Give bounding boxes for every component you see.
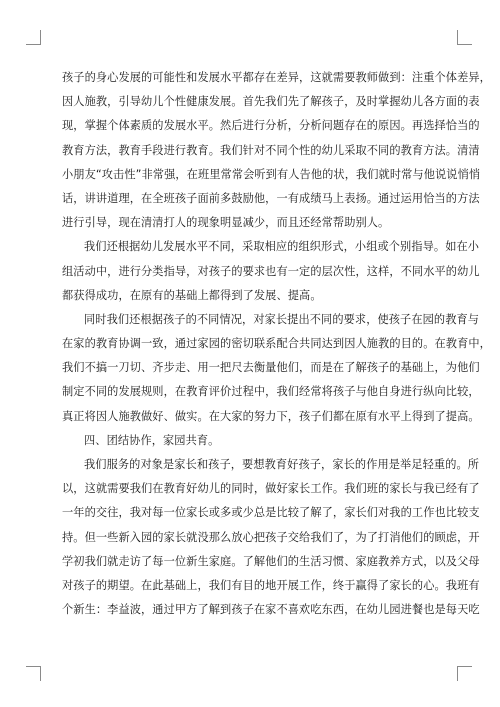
text-line: 小朋友“攻击性”非常强，在班里常常会听到有人告他的状，我们就时常与他说说悄悄 — [62, 167, 481, 181]
text-line: 学初我们就走访了每一位新生家庭。了解他们的生活习惯、家庭教养方式，以及父母 — [62, 554, 480, 568]
text-line: 组活动中，进行分类指导，对孩子的要求也有一定的层次性，这样，不同水平的幼儿 — [62, 264, 480, 278]
crop-mark-bottom-right — [457, 666, 472, 681]
crop-mark-top-right — [457, 30, 472, 45]
paragraph-start-line: 同时我们还根据孩子的不同情况，对家长提出不同的要求，使孩子在园的教育与 — [84, 312, 480, 326]
text-line: 对孩子的期望。在此基础上，我们有目的地开展工作，终于赢得了家长的心。我班有 — [62, 578, 480, 592]
crop-mark-top-left — [26, 30, 41, 45]
body-text — [62, 66, 491, 622]
text-line: 我们不搞一刀切、齐步走、用一把尺去衡量他们，而是在了解孩子的基础上，为他们 — [62, 361, 480, 375]
paragraph-start-line: 我们还根据幼儿发展水平不同，采取相应的组织形式，小组或个别指导。如在小 — [84, 240, 480, 254]
text-line: 以，这就需要我们在教育好幼儿的同时，做好家长工作。我们班的家长与我已经有了 — [62, 482, 480, 496]
text-line: 个新生：李益波，通过甲方了解到孩子在家不喜欢吃东西，在幼儿园进餐也是每天吃 — [62, 603, 480, 617]
text-line: 孩子的身心发展的可能性和发展水平都存在差异，这就需要教师做到：注重个体差异， — [62, 71, 491, 84]
text-line: 真正将因人施教做好、做实。在大家的努力下，孩子们都在原有水平上得到了提高。 — [62, 409, 480, 423]
section-heading: 四、团结协作，家园共育。 — [84, 433, 220, 447]
text-line: 话，讲讲道理，在全班孩子面前多鼓励他，一有成绩马上表扬。通过运用恰当的方法 — [62, 191, 480, 205]
text-line: 在家的教育协调一致，通过家园的密切联系配合共同达到因人施教的目的。在教育中， — [62, 337, 491, 351]
text-line: 都获得成功，在原有的基础上都得到了发展、提高。 — [62, 288, 322, 302]
text-line: 教育方法，教育手段进行教育。我们针对不同个性的幼儿采取不同的教育方法。清清 — [62, 143, 480, 157]
crop-mark-bottom-left — [26, 666, 41, 681]
text-line: 制定不同的发展规则，在教育评价过程中，我们经常将孩子与他自身进行纵向比较， — [62, 385, 480, 399]
text-line: 现，掌握个体素质的发展水平。然后进行分析，分析问题存在的原因。再选择恰当的 — [62, 119, 480, 133]
text-line: 持。但一些新入园的家长就没那么放心把孩子交给我们了，为了打消他们的顾虑，开 — [62, 530, 480, 544]
text-line: 一年的交往，我对每一位家长或多或少总是比较了解了，家长们对我的工作也比较支 — [62, 506, 480, 520]
paragraph-start-line: 我们服务的对象是家长和孩子，要想教育好孩子，家长的作用是举足轻重的。所 — [84, 458, 480, 471]
text-line: 因人施教，引导幼儿个性健康发展。首先我们先了解孩子，及时掌握幼儿各方面的表 — [62, 95, 480, 109]
text-line: 进行引导，现在清清打人的现象明显减少，而且还经常帮助别人。 — [62, 216, 390, 230]
